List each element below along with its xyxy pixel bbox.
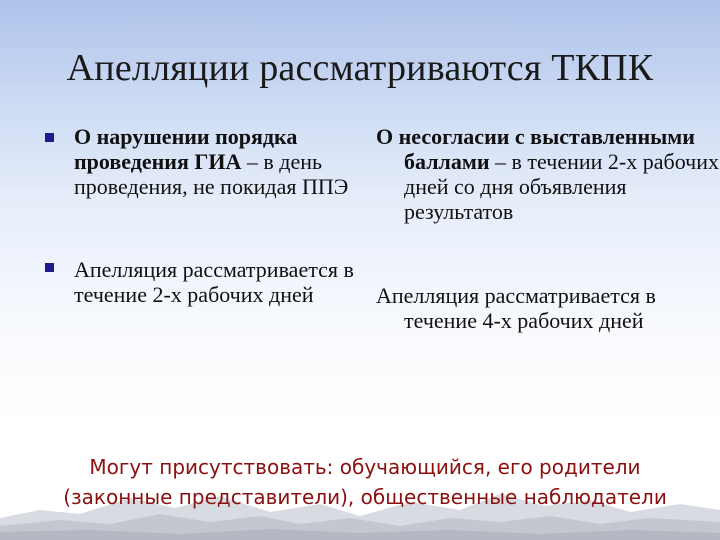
left-item-2: Апелляция рассматривается в течение 2-х рабочих дней [74,257,354,307]
bullet-icon [45,133,54,142]
footer-note [30,452,700,512]
right-item-1-bold: О несогласии с выставленными баллами [376,124,695,174]
right-item-1 [376,124,720,224]
footer-line-1: Могут присутствовать: обучающийся, его родители [89,455,641,479]
right-item-2: Апелляция рассматривается в течение 4-х рабочих дней [376,283,656,333]
right-item-1-rest: – в течении 2-х рабочих дней со дня объявления результатов [404,149,719,224]
footer-line-2: (законные представители), общественные наблюдатели [63,485,667,509]
left-item-1 [74,124,374,199]
left-item-1-rest: – в день проведения, не покидая ППЭ [74,149,349,199]
bullet-icon [45,263,54,272]
left-item-1-bold: О нарушении порядка проведения ГИА [74,124,298,174]
slide-title: Апелляции рассматриваются ТКПК [66,47,654,89]
